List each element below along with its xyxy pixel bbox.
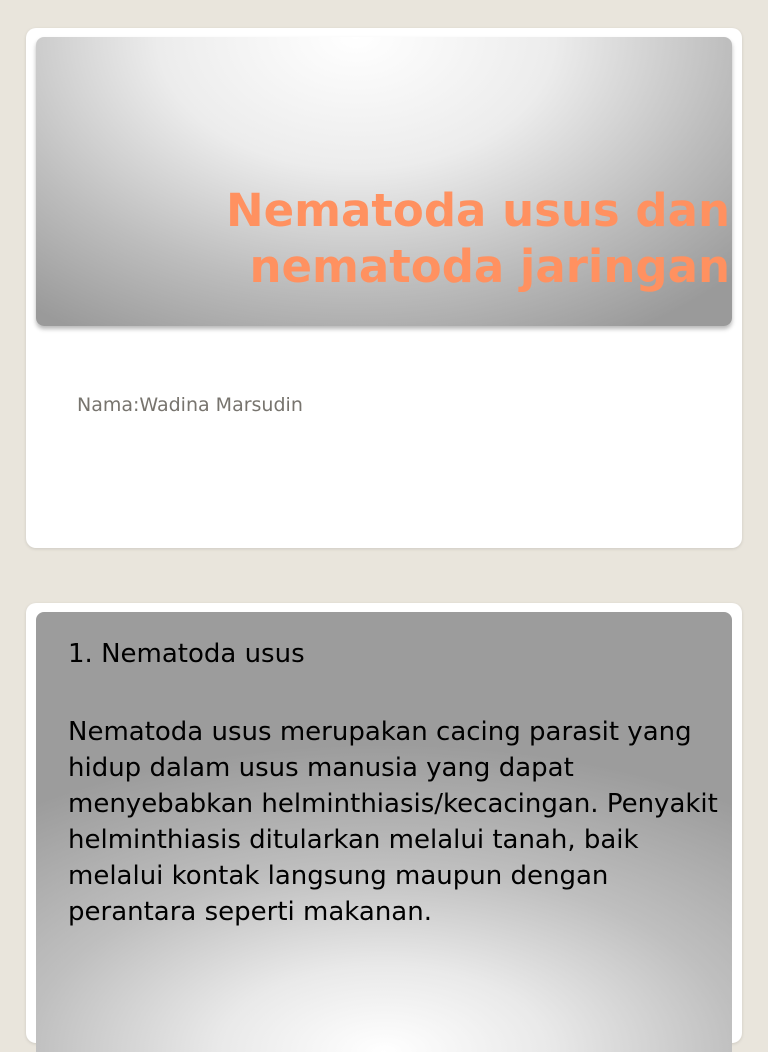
slide-1 <box>26 28 742 548</box>
content-band <box>36 612 732 1052</box>
slide-heading: 1. Nematoda usus <box>68 639 305 669</box>
slide-2 <box>26 603 742 1043</box>
slide-title: Nematoda usus dan nematoda jaringan <box>225 184 730 293</box>
slide-body-text: Nematoda usus merupakan cacing parasit yang hidup dalam usus manusia yang dapat menyebabkan helminthiasis/kecacingan. Penyakit helminthiasis ditularkan melalui tanah, baik melalui kontak langsung maupun dengan perantara seperti makanan. <box>68 717 718 927</box>
slide-subtitle: Nama:Wadina Marsudin <box>77 394 303 416</box>
